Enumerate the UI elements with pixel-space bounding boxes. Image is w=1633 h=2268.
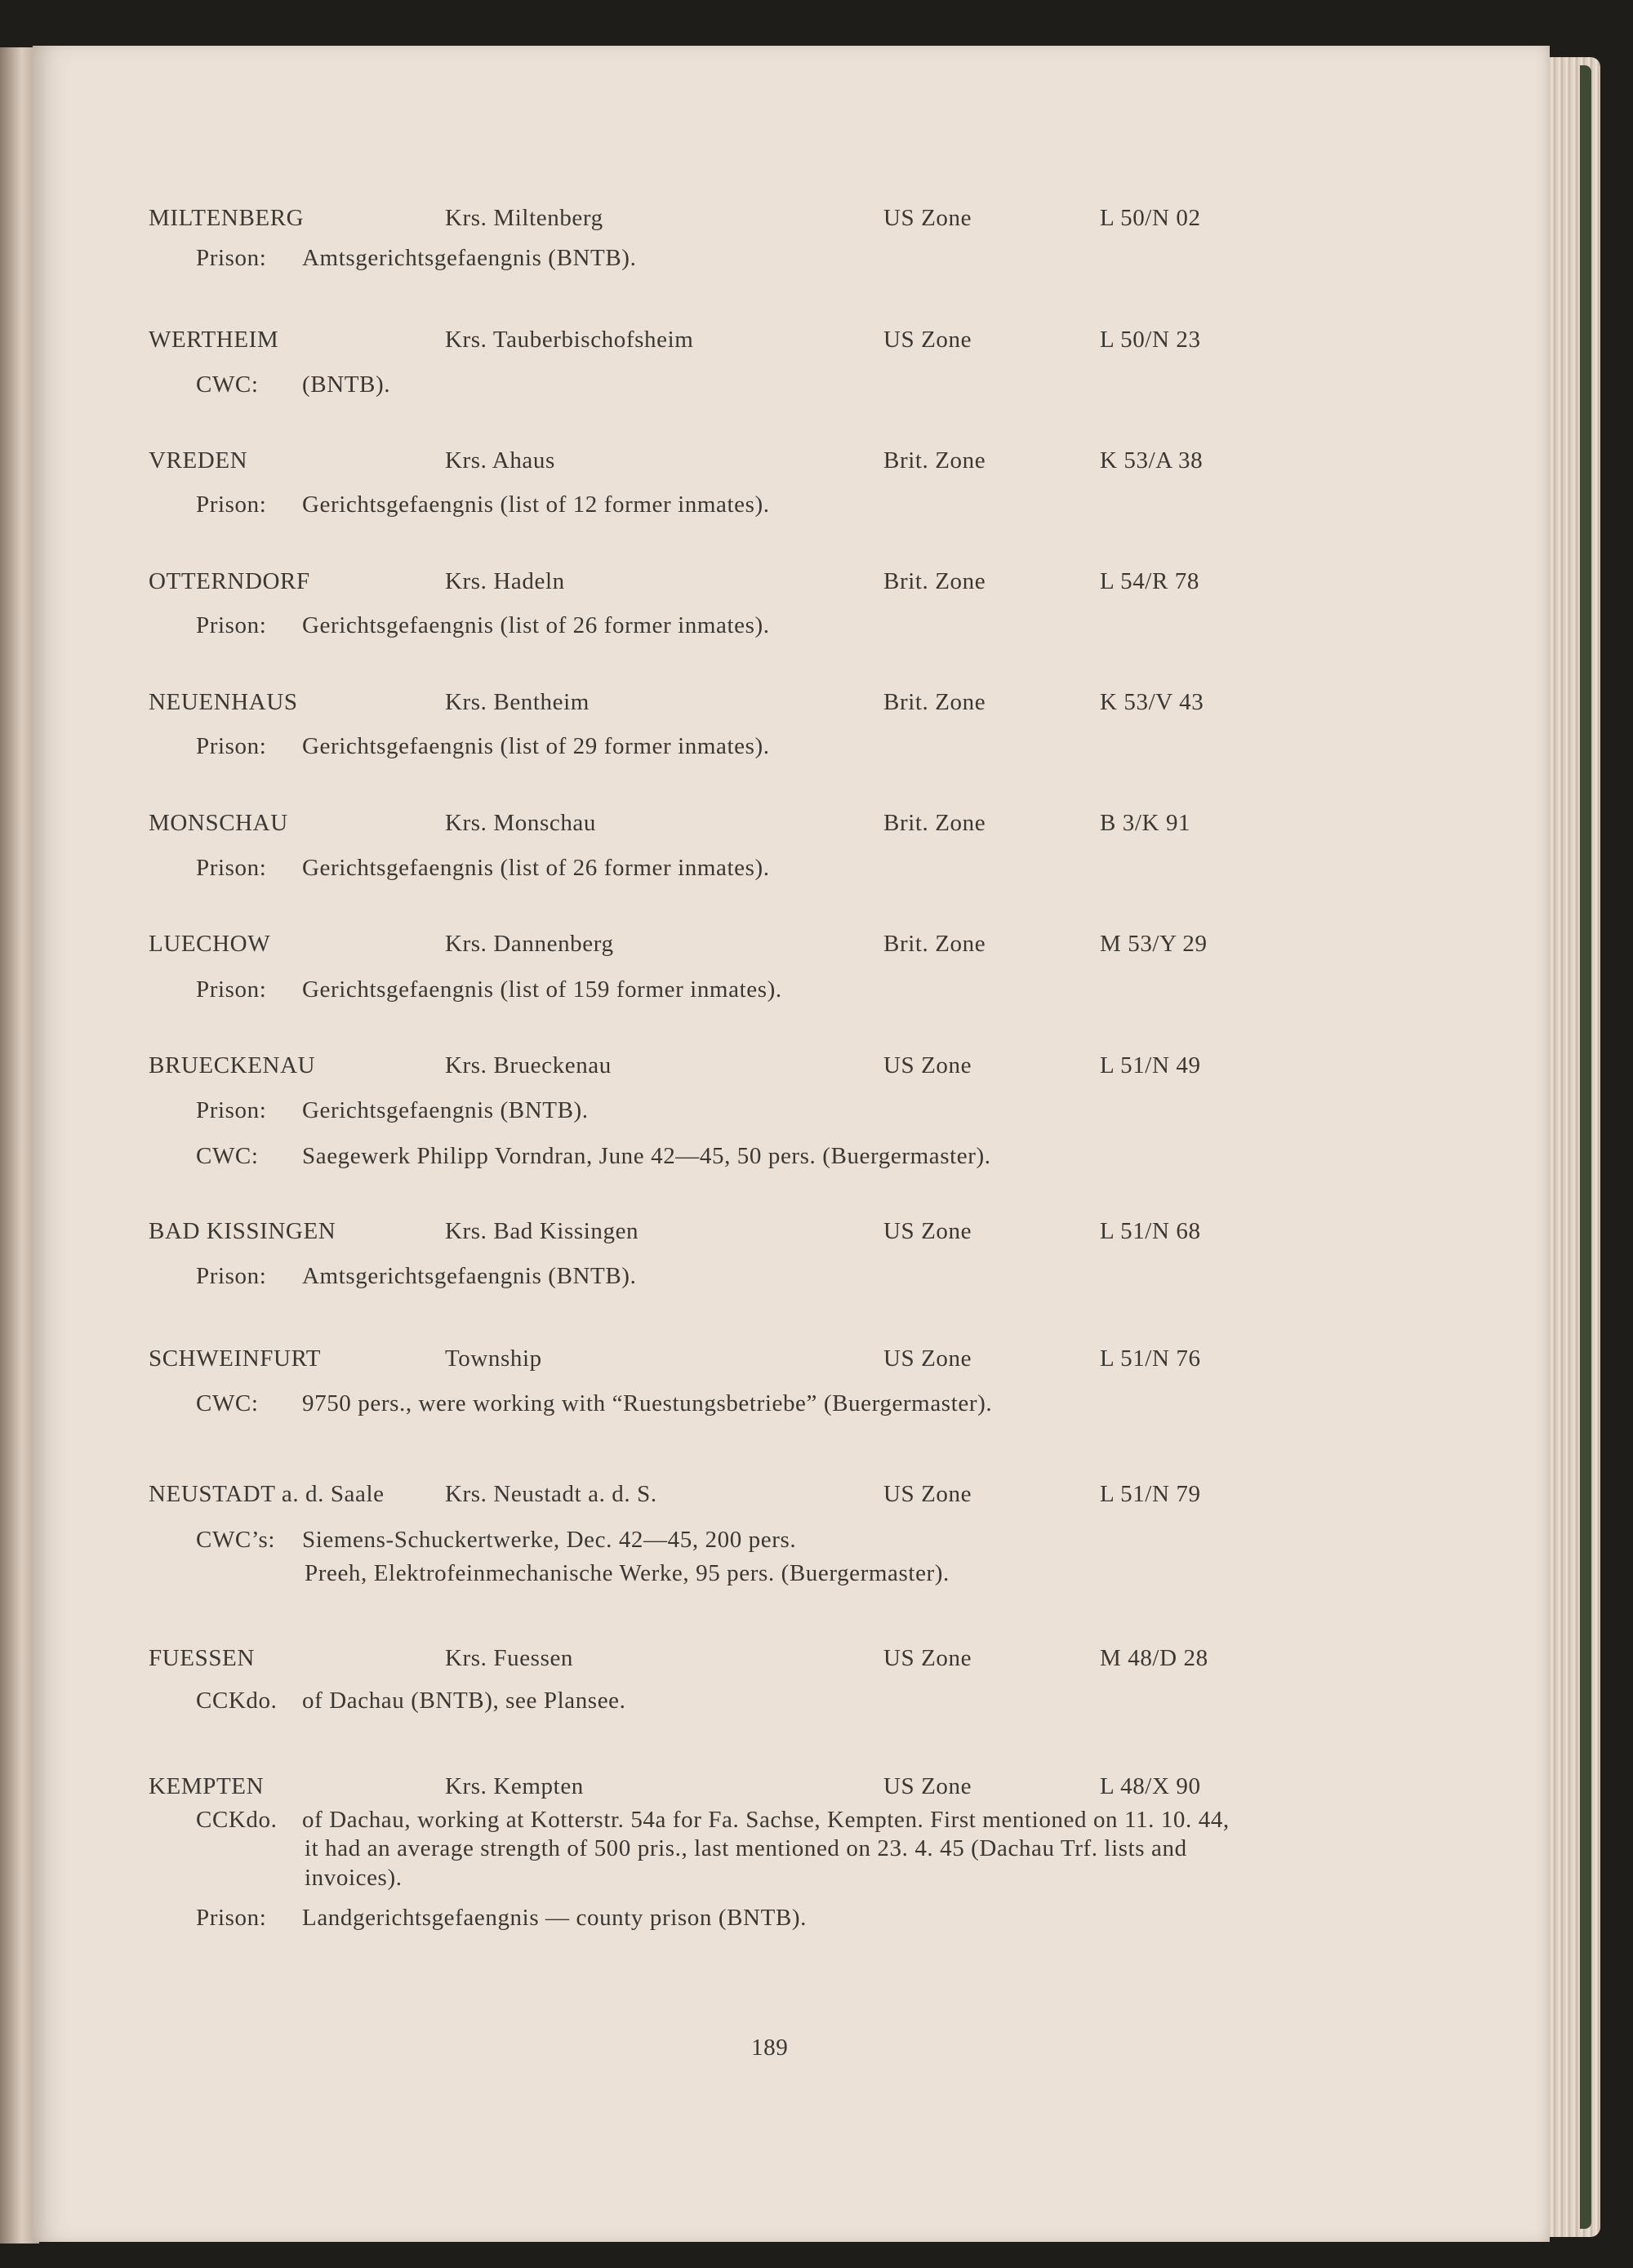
- county-name: Krs. Fuessen: [445, 1645, 574, 1671]
- grid-reference: L 48/X 90: [1100, 1773, 1201, 1799]
- place-name: NEUSTADT a. d. Saale: [149, 1481, 385, 1507]
- detail-label: CWC’s:: [196, 1527, 276, 1553]
- place-name: OTTERNDORF: [149, 568, 310, 594]
- zone-name: Brit. Zone: [883, 931, 986, 957]
- detail-label: CCKdo.: [196, 1688, 278, 1714]
- detail-text: Amtsgerichtsgefaengnis (BNTB).: [302, 1263, 637, 1289]
- detail-text: 9750 pers., were working with “Ruestungsbetriebe” (Buergermaster).: [302, 1390, 993, 1416]
- detail-text: (BNTB).: [302, 371, 391, 398]
- county-name: Krs. Ahaus: [445, 447, 555, 474]
- place-name: LUECHOW: [149, 931, 271, 957]
- detail-text: of Dachau, working at Kotterstr. 54a for Fa. Sachse, Kempten. First mentioned on 11. 10. 44,: [302, 1807, 1230, 1833]
- zone-name: Brit. Zone: [883, 447, 986, 474]
- zone-name: US Zone: [883, 1773, 972, 1799]
- cover-edge: [1580, 65, 1591, 2229]
- detail-label: Prison:: [196, 733, 267, 759]
- detail-label: Prison:: [196, 245, 267, 271]
- grid-reference: L 51/N 49: [1100, 1052, 1201, 1078]
- county-name: Krs. Hadeln: [445, 568, 565, 594]
- county-name: Krs. Neustadt a. d. S.: [445, 1481, 657, 1507]
- grid-reference: L 50/N 23: [1100, 327, 1201, 353]
- detail-text: Amtsgerichtsgefaengnis (BNTB).: [302, 245, 637, 271]
- place-name: NEUENHAUS: [149, 689, 298, 715]
- grid-reference: B 3/K 91: [1100, 810, 1191, 836]
- detail-text: Gerichtsgefaengnis (list of 29 former inmates).: [302, 733, 770, 759]
- grid-reference: K 53/A 38: [1100, 447, 1204, 474]
- zone-name: US Zone: [883, 1052, 972, 1078]
- county-name: Krs. Bad Kissingen: [445, 1218, 639, 1244]
- detail-label: CWC:: [196, 371, 259, 398]
- grid-reference: L 51/N 79: [1100, 1481, 1201, 1507]
- detail-label: Prison:: [196, 1905, 267, 1931]
- detail-label: Prison:: [196, 976, 267, 1003]
- grid-reference: L 51/N 68: [1100, 1218, 1201, 1244]
- zone-name: Brit. Zone: [883, 689, 986, 715]
- county-name: Township: [445, 1345, 542, 1372]
- detail-text: Gerichtsgefaengnis (BNTB).: [302, 1097, 589, 1123]
- detail-text: of Dachau (BNTB), see Plansee.: [302, 1688, 626, 1714]
- grid-reference: L 50/N 02: [1100, 205, 1201, 231]
- zone-name: Brit. Zone: [883, 568, 986, 594]
- detail-label: CWC:: [196, 1143, 259, 1169]
- place-name: BAD KISSINGEN: [149, 1218, 336, 1244]
- county-name: Krs. Dannenberg: [445, 931, 614, 957]
- zone-name: US Zone: [883, 1645, 972, 1671]
- county-name: Krs. Kempten: [445, 1773, 584, 1799]
- county-name: Krs. Monschau: [445, 810, 597, 836]
- detail-text: Preeh, Elektrofeinmechanische Werke, 95 pers. (Buergermaster).: [305, 1560, 950, 1586]
- detail-text: Siemens-Schuckertwerke, Dec. 42—45, 200 pers.: [302, 1527, 797, 1553]
- detail-label: CCKdo.: [196, 1807, 278, 1833]
- detail-label: Prison:: [196, 1097, 267, 1123]
- place-name: KEMPTEN: [149, 1773, 265, 1799]
- county-name: Krs. Miltenberg: [445, 205, 603, 231]
- place-name: SCHWEINFURT: [149, 1345, 322, 1372]
- grid-reference: K 53/V 43: [1100, 689, 1204, 715]
- county-name: Krs. Bentheim: [445, 689, 590, 715]
- grid-reference: M 53/Y 29: [1100, 931, 1208, 957]
- detail-text: Landgerichtsgefaengnis — county prison (BNTB).: [302, 1905, 807, 1931]
- page-number: 189: [751, 2035, 789, 2061]
- zone-name: Brit. Zone: [883, 810, 986, 836]
- book-page: [33, 46, 1550, 2242]
- place-name: VREDEN: [149, 447, 248, 474]
- place-name: BRUECKENAU: [149, 1052, 316, 1078]
- detail-text: it had an average strength of 500 pris., last mentioned on 23. 4. 45 (Dachau Trf. lists and: [305, 1835, 1187, 1861]
- detail-label: CWC:: [196, 1390, 259, 1416]
- zone-name: US Zone: [883, 1481, 972, 1507]
- place-name: FUESSEN: [149, 1645, 255, 1671]
- zone-name: US Zone: [883, 1218, 972, 1244]
- detail-label: Prison:: [196, 855, 267, 881]
- detail-label: Prison:: [196, 1263, 267, 1289]
- grid-reference: L 54/R 78: [1100, 568, 1199, 594]
- detail-text: Gerichtsgefaengnis (list of 12 former inmates).: [302, 491, 770, 518]
- detail-text: invoices).: [305, 1865, 403, 1891]
- county-name: Krs. Tauberbischofsheim: [445, 327, 694, 353]
- detail-text: Gerichtsgefaengnis (list of 159 former inmates).: [302, 976, 782, 1003]
- place-name: WERTHEIM: [149, 327, 279, 353]
- zone-name: US Zone: [883, 327, 972, 353]
- detail-label: Prison:: [196, 491, 267, 518]
- county-name: Krs. Brueckenau: [445, 1052, 612, 1078]
- detail-text: Gerichtsgefaengnis (list of 26 former inmates).: [302, 612, 770, 638]
- grid-reference: M 48/D 28: [1100, 1645, 1208, 1671]
- grid-reference: L 51/N 76: [1100, 1345, 1201, 1372]
- detail-text: Saegewerk Philipp Vorndran, June 42—45, 50 pers. (Buergermaster).: [302, 1143, 991, 1169]
- detail-label: Prison:: [196, 612, 267, 638]
- zone-name: US Zone: [883, 1345, 972, 1372]
- detail-text: Gerichtsgefaengnis (list of 26 former inmates).: [302, 855, 770, 881]
- place-name: MONSCHAU: [149, 810, 288, 836]
- zone-name: US Zone: [883, 205, 972, 231]
- place-name: MILTENBERG: [149, 205, 305, 231]
